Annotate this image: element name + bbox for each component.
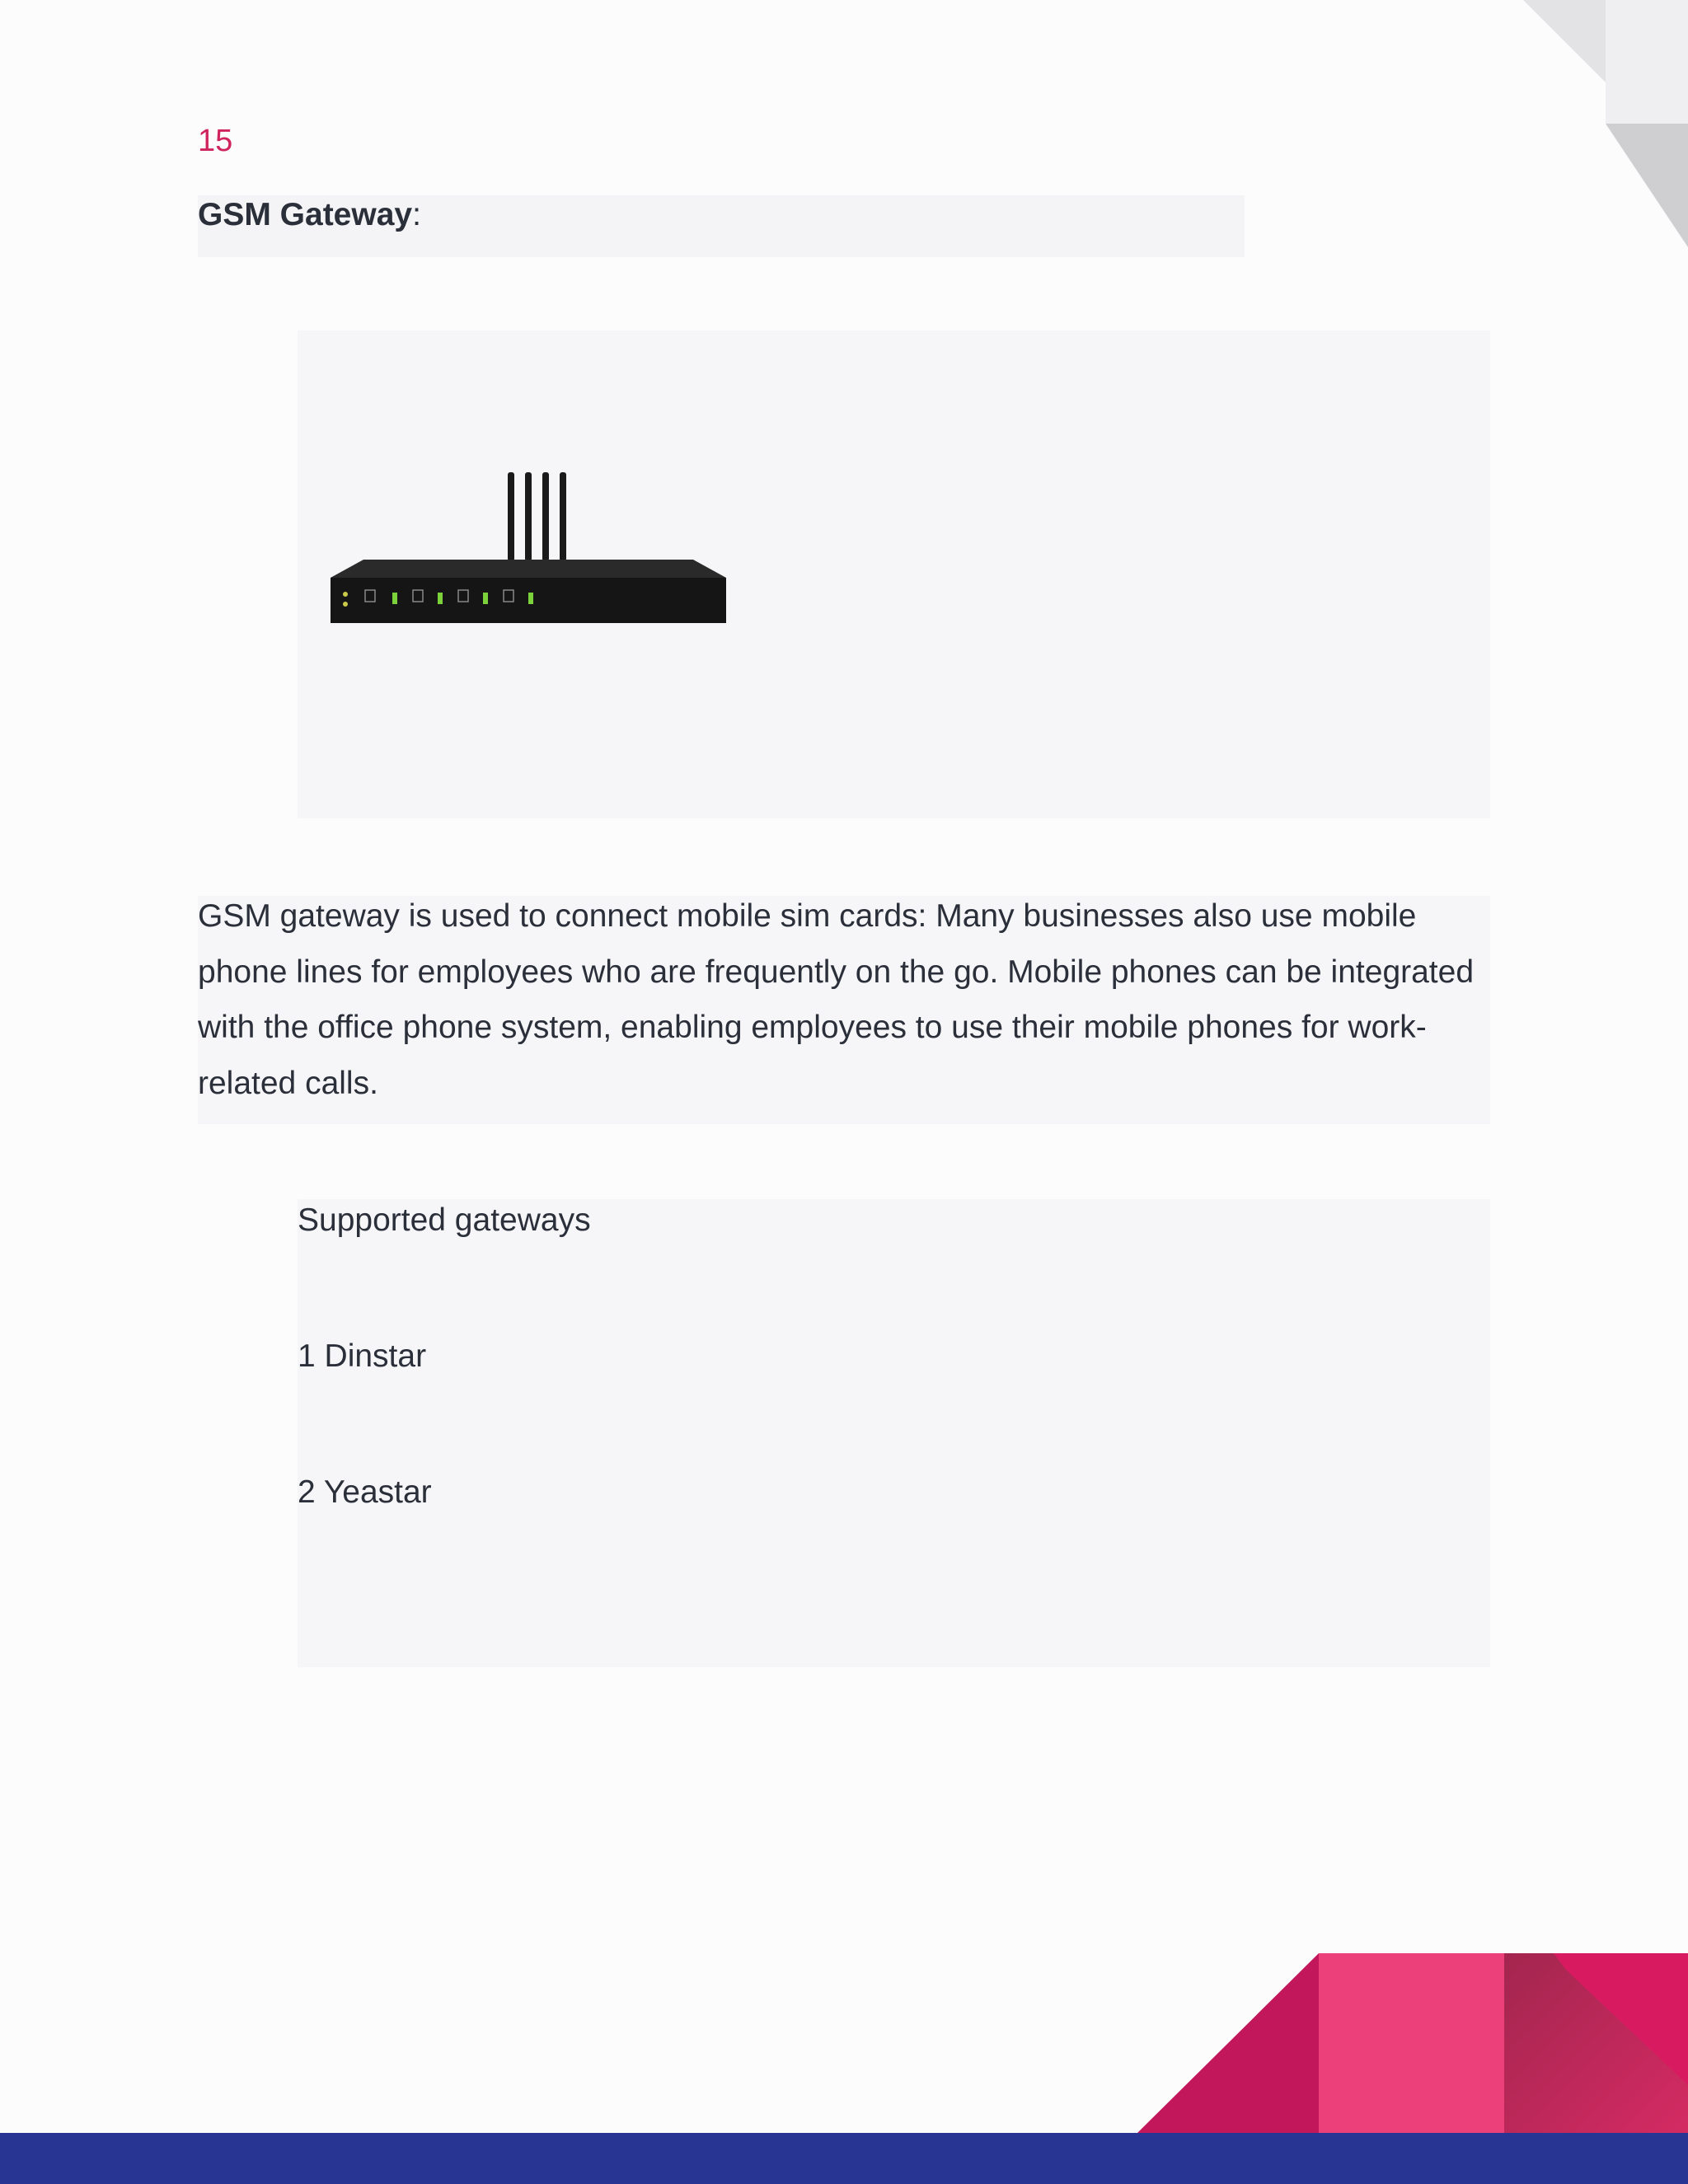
gateway-item-dinstar: 1 Dinstar xyxy=(298,1338,427,1374)
corner-decoration-top-right xyxy=(1441,0,1688,247)
supported-gateways-title: Supported gateways xyxy=(298,1202,591,1238)
device-image-frame xyxy=(298,330,1490,818)
section-heading xyxy=(198,194,421,236)
corner-decoration-bottom-right xyxy=(1137,1953,1688,2135)
section-heading-suffix: : xyxy=(412,197,421,232)
page-number: 15 xyxy=(198,124,233,158)
gsm-gateway-device-icon xyxy=(331,471,726,627)
section-heading-bold: GSM Gateway xyxy=(198,197,413,232)
gateways-list-background xyxy=(298,1199,1490,1667)
gateway-item-yeastar: 2 Yeastar xyxy=(298,1474,432,1510)
footer-bar xyxy=(0,2133,1688,2184)
description-paragraph: GSM gateway is used to connect mobile sim cards: Many businesses also use mobile phone lines for employees who are frequently on the go. Mobile phones can be integrated with the office phone system, enabling employees to use their mobile phones for work-related calls. xyxy=(198,898,1475,1101)
